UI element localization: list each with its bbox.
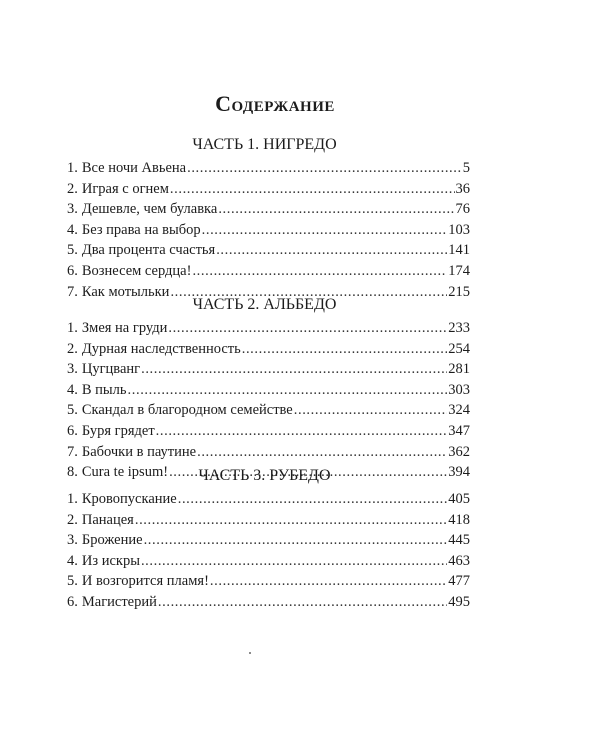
toc-entry xyxy=(67,158,470,179)
entry-number: 6. xyxy=(67,422,78,439)
entry-title: Вознесем сердца! xyxy=(81,262,192,279)
entry-number: 4. xyxy=(67,221,78,238)
entry-list xyxy=(67,489,470,613)
entry-number: 4. xyxy=(67,552,78,569)
entry-page-number: 215 xyxy=(448,283,470,300)
print-speck xyxy=(249,652,251,654)
dot-leader xyxy=(178,489,448,510)
entry-title: Cura te ipsum! xyxy=(81,464,169,481)
toc-entry xyxy=(67,551,470,572)
entry-title: Кровопускание xyxy=(81,491,177,507)
dot-leader xyxy=(216,240,447,261)
entry-number: 6. xyxy=(67,593,78,610)
entry-page-number: 477 xyxy=(448,573,470,590)
dot-leader xyxy=(128,380,448,401)
toc-entry xyxy=(67,318,470,339)
entry-page-number: 281 xyxy=(448,361,470,378)
entry-number: 3. xyxy=(67,361,78,378)
entry-number: 5. xyxy=(67,242,78,259)
entry-title: Все ночи Авьена xyxy=(81,160,187,176)
entry-title: Как мотыльки xyxy=(81,283,170,300)
entry-number: 1. xyxy=(67,160,78,176)
entry-page-number: 394 xyxy=(448,464,470,481)
toc-entry xyxy=(67,199,470,220)
part-3 xyxy=(67,465,470,613)
toc-entry xyxy=(67,380,470,401)
entry-page-number: 233 xyxy=(448,320,470,336)
entry-page-number: 141 xyxy=(448,242,470,259)
toc-entry xyxy=(67,240,470,261)
entry-title: Играя с огнем xyxy=(81,180,169,197)
entry-number: 2. xyxy=(67,180,78,197)
entry-page-number: 5 xyxy=(462,160,470,176)
dot-leader xyxy=(156,421,448,442)
entry-title: Скандал в благородном семействе xyxy=(81,402,293,419)
entry-page-number: 405 xyxy=(448,491,470,507)
dot-leader xyxy=(197,442,447,463)
toc-entry xyxy=(67,261,470,282)
entry-page-number: 303 xyxy=(448,381,470,398)
entry-number: 5. xyxy=(67,573,78,590)
entry-number: 8. xyxy=(67,464,78,481)
entry-title: В пыль xyxy=(81,381,127,398)
dot-leader xyxy=(158,592,447,613)
entry-title: Змея на груди xyxy=(81,320,168,336)
entry-title: Два процента счастья xyxy=(81,242,216,259)
entry-list xyxy=(67,318,470,483)
dot-leader xyxy=(141,551,447,572)
entry-title: Из искры xyxy=(81,552,140,569)
part-heading: ЧАСТЬ 2. АЛЬБЕДО xyxy=(192,296,337,313)
dot-leader xyxy=(218,199,454,220)
part-2 xyxy=(67,294,470,483)
entry-page-number: 445 xyxy=(448,532,470,549)
entry-page-number: 174 xyxy=(448,262,470,279)
entry-title: Дурная наследственность xyxy=(81,340,241,357)
dot-leader xyxy=(135,510,447,531)
toc-entry xyxy=(67,571,470,592)
dot-leader xyxy=(144,530,448,551)
entry-number: 3. xyxy=(67,532,78,549)
entry-title: И возгорится пламя! xyxy=(81,573,209,590)
entry-title: Панацея xyxy=(81,511,134,528)
entry-page-number: 76 xyxy=(455,201,470,218)
dot-leader xyxy=(168,318,447,339)
toc-entry xyxy=(67,530,470,551)
entry-number: 1. xyxy=(67,320,78,336)
entry-title: Буря грядет xyxy=(81,422,155,439)
toc-entry xyxy=(67,220,470,241)
entry-number: 5. xyxy=(67,402,78,419)
part-1 xyxy=(67,134,470,302)
entry-number: 7. xyxy=(67,283,78,300)
toc-entry xyxy=(67,339,470,360)
entry-number: 6. xyxy=(67,262,78,279)
part-heading: ЧАСТЬ 1. НИГРЕДО xyxy=(192,136,337,153)
toc-entry xyxy=(67,592,470,613)
dot-leader xyxy=(170,179,455,200)
part-heading: ЧАСТЬ 3. РУБЕДО xyxy=(198,467,331,484)
entry-number: 2. xyxy=(67,340,78,357)
dot-leader xyxy=(202,220,448,241)
dot-leader xyxy=(192,261,447,282)
entry-page-number: 347 xyxy=(448,422,470,439)
toc-entry xyxy=(67,489,470,510)
entry-page-number: 324 xyxy=(448,402,470,419)
entry-page-number: 463 xyxy=(448,552,470,569)
entry-page-number: 103 xyxy=(448,221,470,238)
entry-page-number: 418 xyxy=(448,511,470,528)
toc-entry xyxy=(67,400,470,421)
entry-page-number: 36 xyxy=(455,180,470,197)
toc-entry xyxy=(67,442,470,463)
entry-number: 1. xyxy=(67,491,78,507)
toc-entry xyxy=(67,179,470,200)
dot-leader xyxy=(210,571,447,592)
entry-page-number: 362 xyxy=(448,443,470,460)
entry-title: Без права на выбор xyxy=(81,221,201,238)
entry-number: 2. xyxy=(67,511,78,528)
entry-title: Брожение xyxy=(81,532,143,549)
entry-title: Магистерий xyxy=(81,593,157,610)
entry-list xyxy=(67,158,470,302)
toc-entry xyxy=(67,421,470,442)
entry-number: 3. xyxy=(67,201,78,218)
dot-leader xyxy=(187,158,462,179)
dot-leader xyxy=(242,339,448,360)
toc-title: Содержание xyxy=(215,91,335,116)
dot-leader xyxy=(294,400,448,421)
entry-page-number: 254 xyxy=(448,340,470,357)
dot-leader xyxy=(141,359,447,380)
entry-title: Дешевле, чем булавка xyxy=(81,201,218,218)
toc-entry xyxy=(67,359,470,380)
entry-page-number: 495 xyxy=(448,593,470,610)
entry-title: Цугцванг xyxy=(81,361,141,378)
toc-entry xyxy=(67,510,470,531)
entry-number: 7. xyxy=(67,443,78,460)
entry-number: 4. xyxy=(67,381,78,398)
entry-title: Бабочки в паутине xyxy=(81,443,197,460)
